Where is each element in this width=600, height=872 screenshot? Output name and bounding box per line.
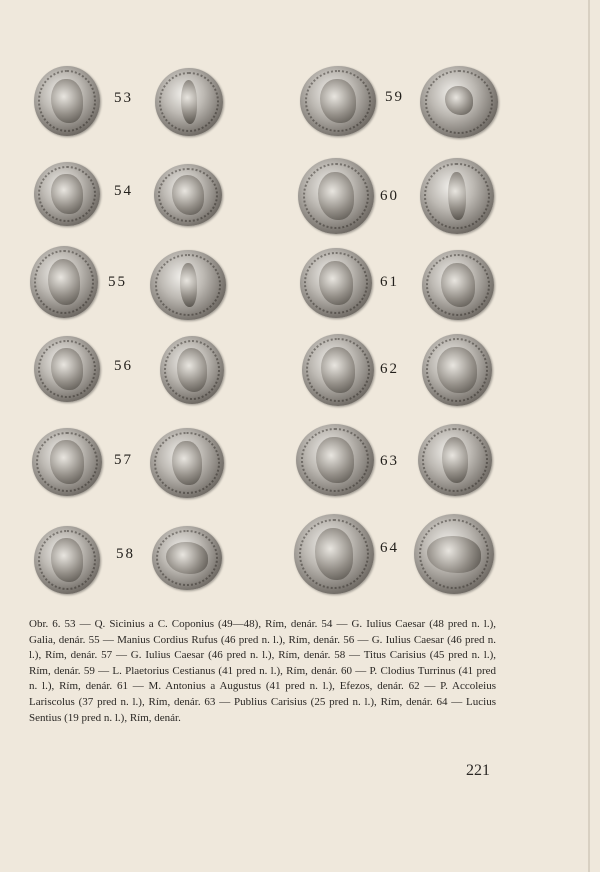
coin-54-obverse [34,162,100,226]
plate-number-56: 56 [114,358,133,374]
coin-57-reverse [150,428,224,498]
plate-number-60: 60 [380,188,399,204]
coin-60-reverse [420,158,494,234]
coin-58-obverse [34,526,100,594]
page-edge [588,0,590,872]
plate-number-61: 61 [380,274,399,290]
plate-number-57: 57 [114,452,133,468]
page-number: 221 [466,762,490,779]
coin-59-obverse [300,66,376,136]
plate-number-59: 59 [385,89,404,105]
figure-caption: Obr. 6. 53 — Q. Sicinius a C. Coponius (49—48), Rím, denár. 54 — G. Iulius Caesar (48 pred n. l.), Galia, denár. 55 — Manius Cordius Rufus (46 pred n. l.), Rím, denár. 56 — G. Iulius Caesar (46 pred n. l.), Rím, denár. 57 — G. Iulius Caesar (46 pred n. l.), Rím, denár. 58 — Titus Carisius (45 pred n. l.), Rím, denár. 59 — L. Plaetorius Cestianus (41 pred n. l.), Rím, denár. 60 — P. Clodius Turrinus (41 pred n. l.), Rím, denár. 61 — M. Antonius a Augustus (41 pred n. l.), Efezos, denár. 62 — P. Accoleius Lariscolus (37 pred n. l.), Rím, denár. 63 — Publius Carisius (25 pred n. l.), Rím, denár. 64 — Lucius Sentius (19 pred n. l.), Rím, denár. [29,618,496,724]
coin-62-reverse [422,334,492,406]
coin-61-reverse [422,250,494,320]
plate-number-63: 63 [380,453,399,469]
plate-number-62: 62 [380,361,399,377]
coin-54-reverse [154,164,222,226]
coin-57-obverse [32,428,102,496]
coin-59-reverse [420,66,498,138]
coin-56-reverse [160,336,224,404]
coin-58-reverse [152,526,222,590]
coin-55-reverse [150,250,226,320]
coin-53-reverse [155,68,223,136]
plate-number-58: 58 [116,546,135,562]
coin-53-obverse [34,66,100,136]
coin-55-obverse [30,246,98,318]
plate-number-64: 64 [380,540,399,556]
coin-63-obverse [296,424,374,496]
coin-56-obverse [34,336,100,402]
plate-number-54: 54 [114,183,133,199]
coin-64-reverse [414,514,494,594]
plate-number-53: 53 [114,90,133,106]
coin-63-reverse [418,424,492,496]
coin-61-obverse [300,248,372,318]
coin-60-obverse [298,158,374,234]
coin-62-obverse [302,334,374,406]
plate-number-55: 55 [108,274,127,290]
coin-64-obverse [294,514,374,594]
